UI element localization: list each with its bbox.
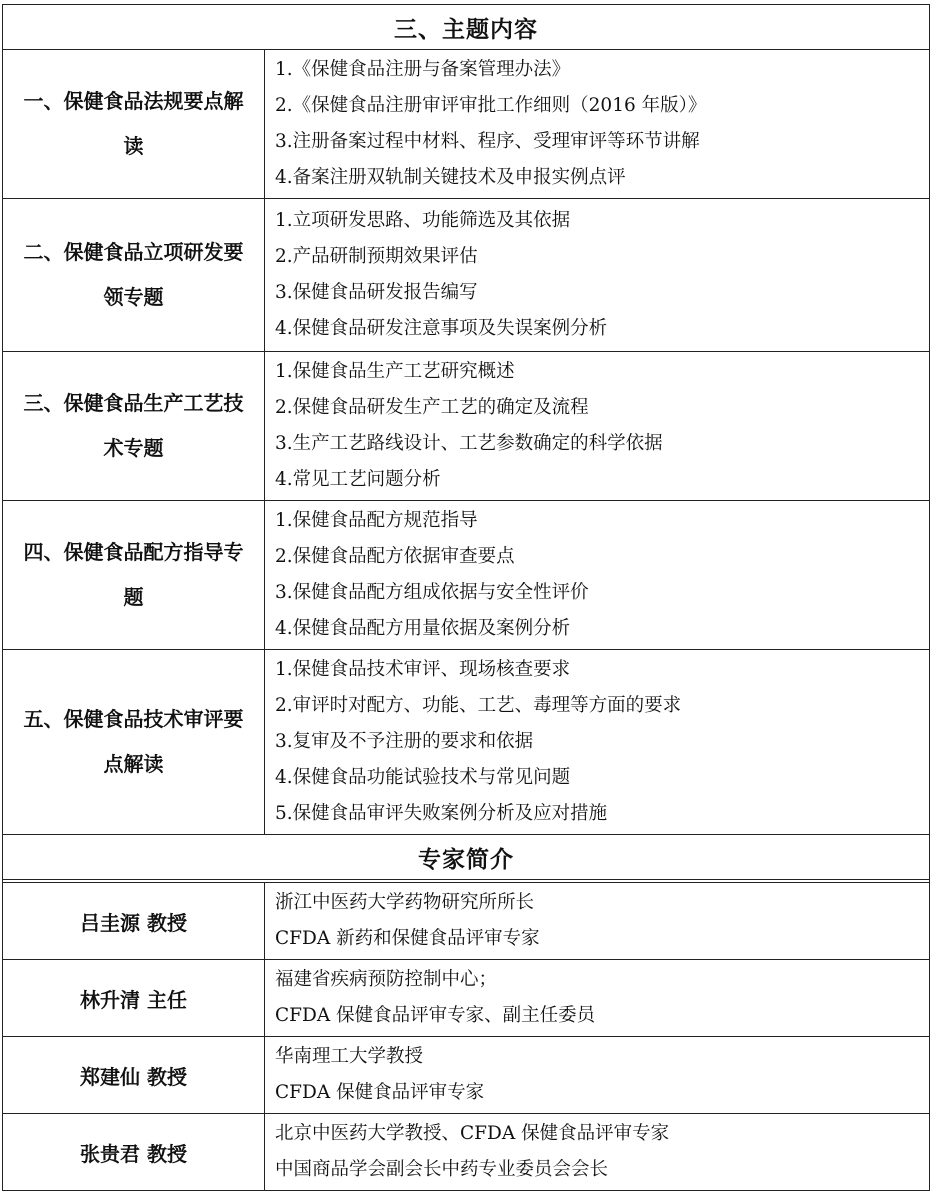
expert-name: 吕圭源 教授 [3,883,265,960]
topic-items [265,650,930,835]
topic-item: 1.《保健食品注册与备案管理办法》 [275,59,571,80]
topic-item: 5.保健食品审评失败案例分析及应对措施 [275,803,608,824]
topic-name: 五、保健食品技术审评要点解读 [3,650,265,835]
topic-row [3,352,930,501]
topic-item: 2.保健食品研发生产工艺的确定及流程 [275,397,589,418]
topic-item: 4.常见工艺问题分析 [275,469,441,490]
topic-item: 3.注册备案过程中材料、程序、受理审评等环节讲解 [275,131,700,152]
topic-items [265,199,930,352]
topic-name: 一、保健食品法规要点解读 [3,50,265,199]
topics-header-row [3,5,930,50]
topics-section-title: 三、主题内容 [3,5,930,50]
topic-row [3,199,930,352]
topic-item: 1.保健食品配方规范指导 [275,510,478,531]
topic-item: 2.保健食品配方依据审查要点 [275,546,515,567]
course-table [2,4,930,1191]
topic-item: 4.保健食品功能试验技术与常见问题 [275,767,571,788]
expert-bio-line: CFDA 新药和保健食品评审专家 [275,928,540,949]
topic-items [265,50,930,199]
expert-bio-line: CFDA 保健食品评审专家 [275,1082,485,1103]
experts-section-title: 专家简介 [3,835,930,880]
topic-name: 三、保健食品生产工艺技术专题 [3,352,265,501]
topic-row [3,501,930,650]
topic-item: 2.《保健食品注册审评审批工作细则（2016 年版）》 [275,95,707,116]
expert-row [3,960,930,1037]
expert-bio-line: 北京中医药大学教授、CFDA 保健食品评审专家 [275,1123,670,1144]
expert-bio [265,1037,930,1114]
expert-name: 郑建仙 教授 [3,1037,265,1114]
topic-item: 4.保健食品配方用量依据及案例分析 [275,618,571,639]
topic-item: 3.保健食品配方组成依据与安全性评价 [275,582,589,603]
experts-header-row [3,835,930,880]
expert-bio [265,883,930,960]
expert-name: 林升清 主任 [3,960,265,1037]
expert-row [3,1037,930,1114]
expert-bio-line: 华南理工大学教授 [275,1046,424,1067]
expert-name: 张贵君 教授 [3,1114,265,1191]
topic-item: 3.复审及不予注册的要求和依据 [275,731,534,752]
topic-items [265,352,930,501]
topic-item: 4.备案注册双轨制关键技术及申报实例点评 [275,167,626,188]
topic-name: 四、保健食品配方指导专题 [3,501,265,650]
topic-item: 4.保健食品研发注意事项及失误案例分析 [275,318,608,339]
expert-bio [265,960,930,1037]
topic-row [3,50,930,199]
topic-item: 3.保健食品研发报告编写 [275,282,478,303]
topic-row [3,650,930,835]
topic-item: 1.保健食品技术审评、现场核查要求 [275,659,571,680]
topic-item: 2.审评时对配方、功能、工艺、毒理等方面的要求 [275,695,682,716]
topic-name: 二、保健食品立项研发要领专题 [3,199,265,352]
expert-row [3,883,930,960]
topic-items [265,501,930,650]
expert-bio-line: 中国商品学会副会长中药专业委员会会长 [275,1159,609,1180]
expert-bio-line: CFDA 保健食品评审专家、副主任委员 [275,1005,596,1026]
topic-item: 1.立项研发思路、功能筛选及其依据 [275,210,571,231]
expert-bio [265,1114,930,1191]
expert-bio-line: 福建省疾病预防控制中心； [275,969,498,990]
topic-item: 3.生产工艺路线设计、工艺参数确定的科学依据 [275,433,663,454]
expert-bio-line: 浙江中医药大学药物研究所所长 [275,892,535,913]
topic-item: 1.保健食品生产工艺研究概述 [275,361,515,382]
expert-row [3,1114,930,1191]
topic-item: 2.产品研制预期效果评估 [275,246,478,267]
